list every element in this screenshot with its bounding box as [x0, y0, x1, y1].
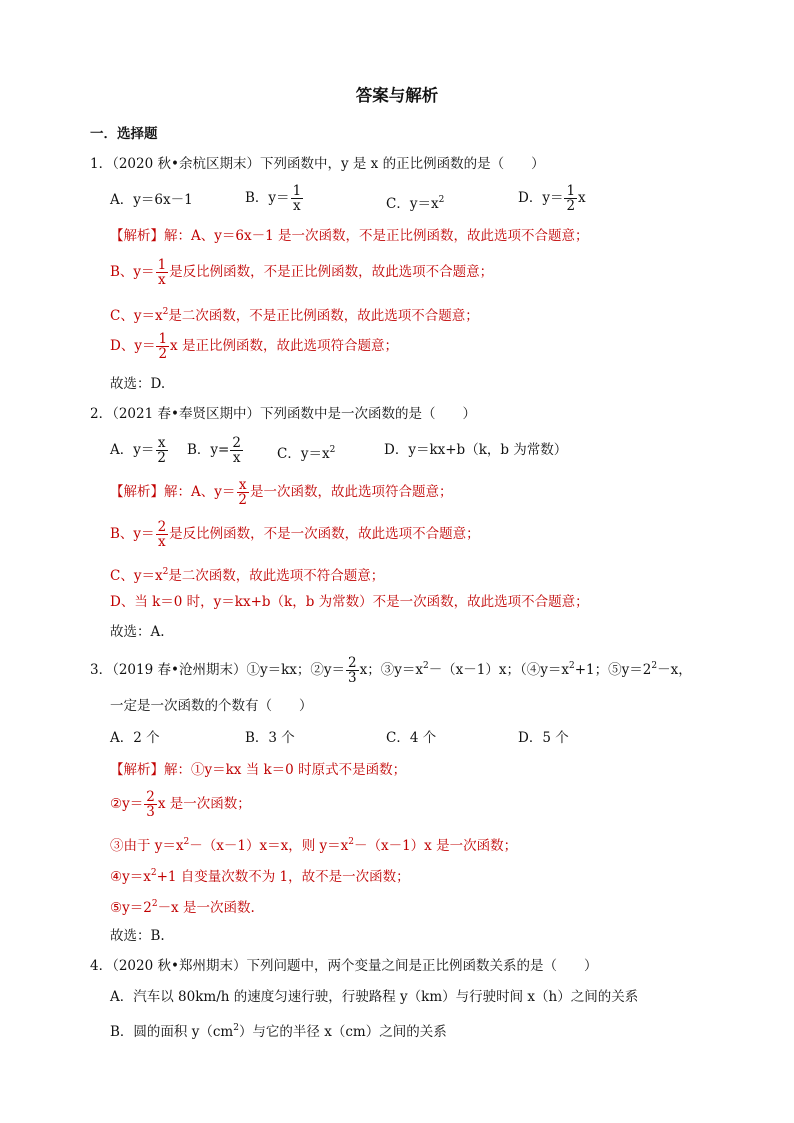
q1-analysis-a: 【解析】解：A、y＝6x－1 是一次函数，不是正比例函数，故此选项不合题意；	[110, 228, 589, 244]
q2-option-c: C．$y=x^2$	[277, 445, 336, 462]
q1-option-d: D．y＝ $\frac{1}{2}$ x	[518, 183, 586, 214]
q1-analysis-d: D、y＝ $\frac{1}{2}$ x 是正比例函数，故此选项符合题意；	[110, 331, 398, 362]
q3-option-a: A．2 个	[110, 730, 160, 746]
q4-option-b: B．圆的面积 $y(cm^2)$与它的半径 x（cm）之间的关系	[110, 1023, 447, 1040]
q3-option-d: D．5 个	[518, 730, 569, 746]
question-3-stem-cont: 一定是一次函数的个数有（ ）	[110, 698, 313, 714]
q1-option-b: B．y＝ $\frac{1}{x}$	[245, 183, 302, 214]
q1-answer: 故选：D.	[110, 376, 166, 392]
q3-analysis-4: $④y=x^2+1$ 自变量次数不为 1，故不是一次函数；	[110, 868, 410, 885]
q3-option-c: C．4 个	[386, 730, 437, 746]
q2-option-a: A．y＝ $\frac{x}{2}$	[110, 435, 166, 466]
q3-analysis-2: ②y＝ $\frac{2}{3}$ x 是一次函数；	[110, 789, 251, 820]
q1-analysis-c: C、$y=x^2$是二次函数，不是正比例函数，故此选项不合题意；	[110, 307, 479, 324]
q1-option-a: A．y＝6x－1	[110, 192, 193, 208]
section-heading: 一．选择题	[90, 126, 158, 142]
q1-option-c: C．$y=x^2$	[386, 195, 445, 212]
question-3-stem: 3．（2019 春•沧州期末）①y＝kx；②y＝ $\frac{2}{3}$ x；$③y=x^2-(x-1)x$；（$④y=x^2+1$；$⑤y=2^2-x$，	[90, 655, 692, 686]
question-2-stem: 2．（2021 春•奉贤区期中）下列函数中是一次函数的是（ ）	[90, 406, 476, 422]
q3-answer: 故选：B.	[110, 928, 165, 944]
q2-option-d: D．y＝kx+b（k，b 为常数）	[384, 442, 568, 458]
q1-analysis-b: B、y＝ $\frac{1}{x}$ 是反比例函数，不是正比例函数，故此选项不合题意；	[110, 257, 494, 288]
question-1-stem: 1．（2020 秋•余杭区期末）下列函数中，y 是 x 的正比例函数的是（ ）	[90, 156, 545, 172]
q4-option-a: A．汽车以 80km/h 的速度匀速行驶，行驶路程 y（km）与行驶时间 x（h）之间的关系	[110, 989, 639, 1005]
q2-option-b: B．y= $\frac{2}{x}$	[187, 435, 241, 466]
q3-analysis-1: 【解析】解：①y＝kx 当 k＝0 时原式不是函数；	[110, 762, 407, 778]
q2-analysis-c: C、$y=x^2$是二次函数，故此选项不符合题意；	[110, 567, 385, 584]
q3-analysis-3: ③由于 $y=x^2-(x-1)x=x$，则 $y=x^2-(x-1)x$ 是一次函数；	[110, 837, 518, 854]
q2-analysis-a: 【解析】解：A、y＝ $\frac{x}{2}$ 是一次函数，故此选项符合题意；	[110, 477, 453, 508]
q2-analysis-b: B、y＝ $\frac{2}{x}$ 是反比例函数，不是一次函数，故此选项不合题意；	[110, 519, 480, 550]
q2-answer: 故选：A.	[110, 624, 165, 640]
question-4-stem: 4．（2020 秋•郑州期末）下列问题中，两个变量之间是正比例函数关系的是（ ）	[90, 958, 598, 974]
q3-analysis-5: $⑤y=2^2-x$ 是一次函数.	[110, 899, 255, 916]
q3-option-b: B．3 个	[245, 730, 295, 746]
q2-analysis-d: D、当 k＝0 时，y＝kx+b（k，b 为常数）不是一次函数，故此选项不合题意；	[110, 594, 589, 610]
page-title: 答案与解析	[355, 86, 439, 105]
